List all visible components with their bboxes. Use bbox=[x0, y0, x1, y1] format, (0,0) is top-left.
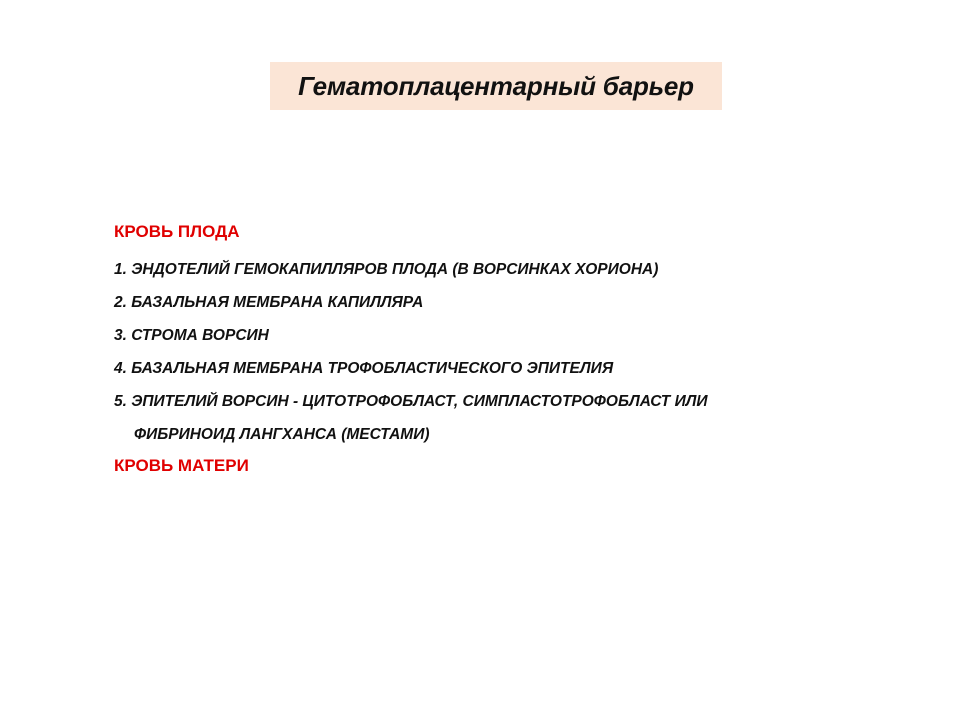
list-item: 1. ЭНДОТЕЛИЙ ГЕМОКАПИЛЛЯРОВ ПЛОДА (В ВОРСИНКАХ ХОРИОНА) bbox=[114, 261, 659, 278]
list-item: 5. ЭПИТЕЛИЙ ВОРСИН - ЦИТОТРОФОБЛАСТ, СИМПЛАСТОТРОФОБЛАСТ ИЛИ bbox=[114, 393, 708, 410]
list-item-continuation: ФИБРИНОИД ЛАНГХАНСА (МЕСТАМИ) bbox=[134, 426, 430, 443]
list-item: 3. СТРОМА ВОРСИН bbox=[114, 327, 269, 344]
maternal-blood-label: КРОВЬ МАТЕРИ bbox=[114, 456, 249, 475]
slide-title: Гематоплацентарный барьер bbox=[298, 70, 694, 101]
list-item: 2. БАЗАЛЬНАЯ МЕМБРАНА КАПИЛЛЯРА bbox=[114, 294, 424, 311]
slide-title-box bbox=[270, 62, 722, 110]
fetal-blood-label: КРОВЬ ПЛОДА bbox=[114, 222, 240, 241]
barrier-layers-list bbox=[114, 220, 934, 478]
list-item: 4. БАЗАЛЬНАЯ МЕМБРАНА ТРОФОБЛАСТИЧЕСКОГО ЭПИТЕЛИЯ bbox=[114, 360, 614, 377]
